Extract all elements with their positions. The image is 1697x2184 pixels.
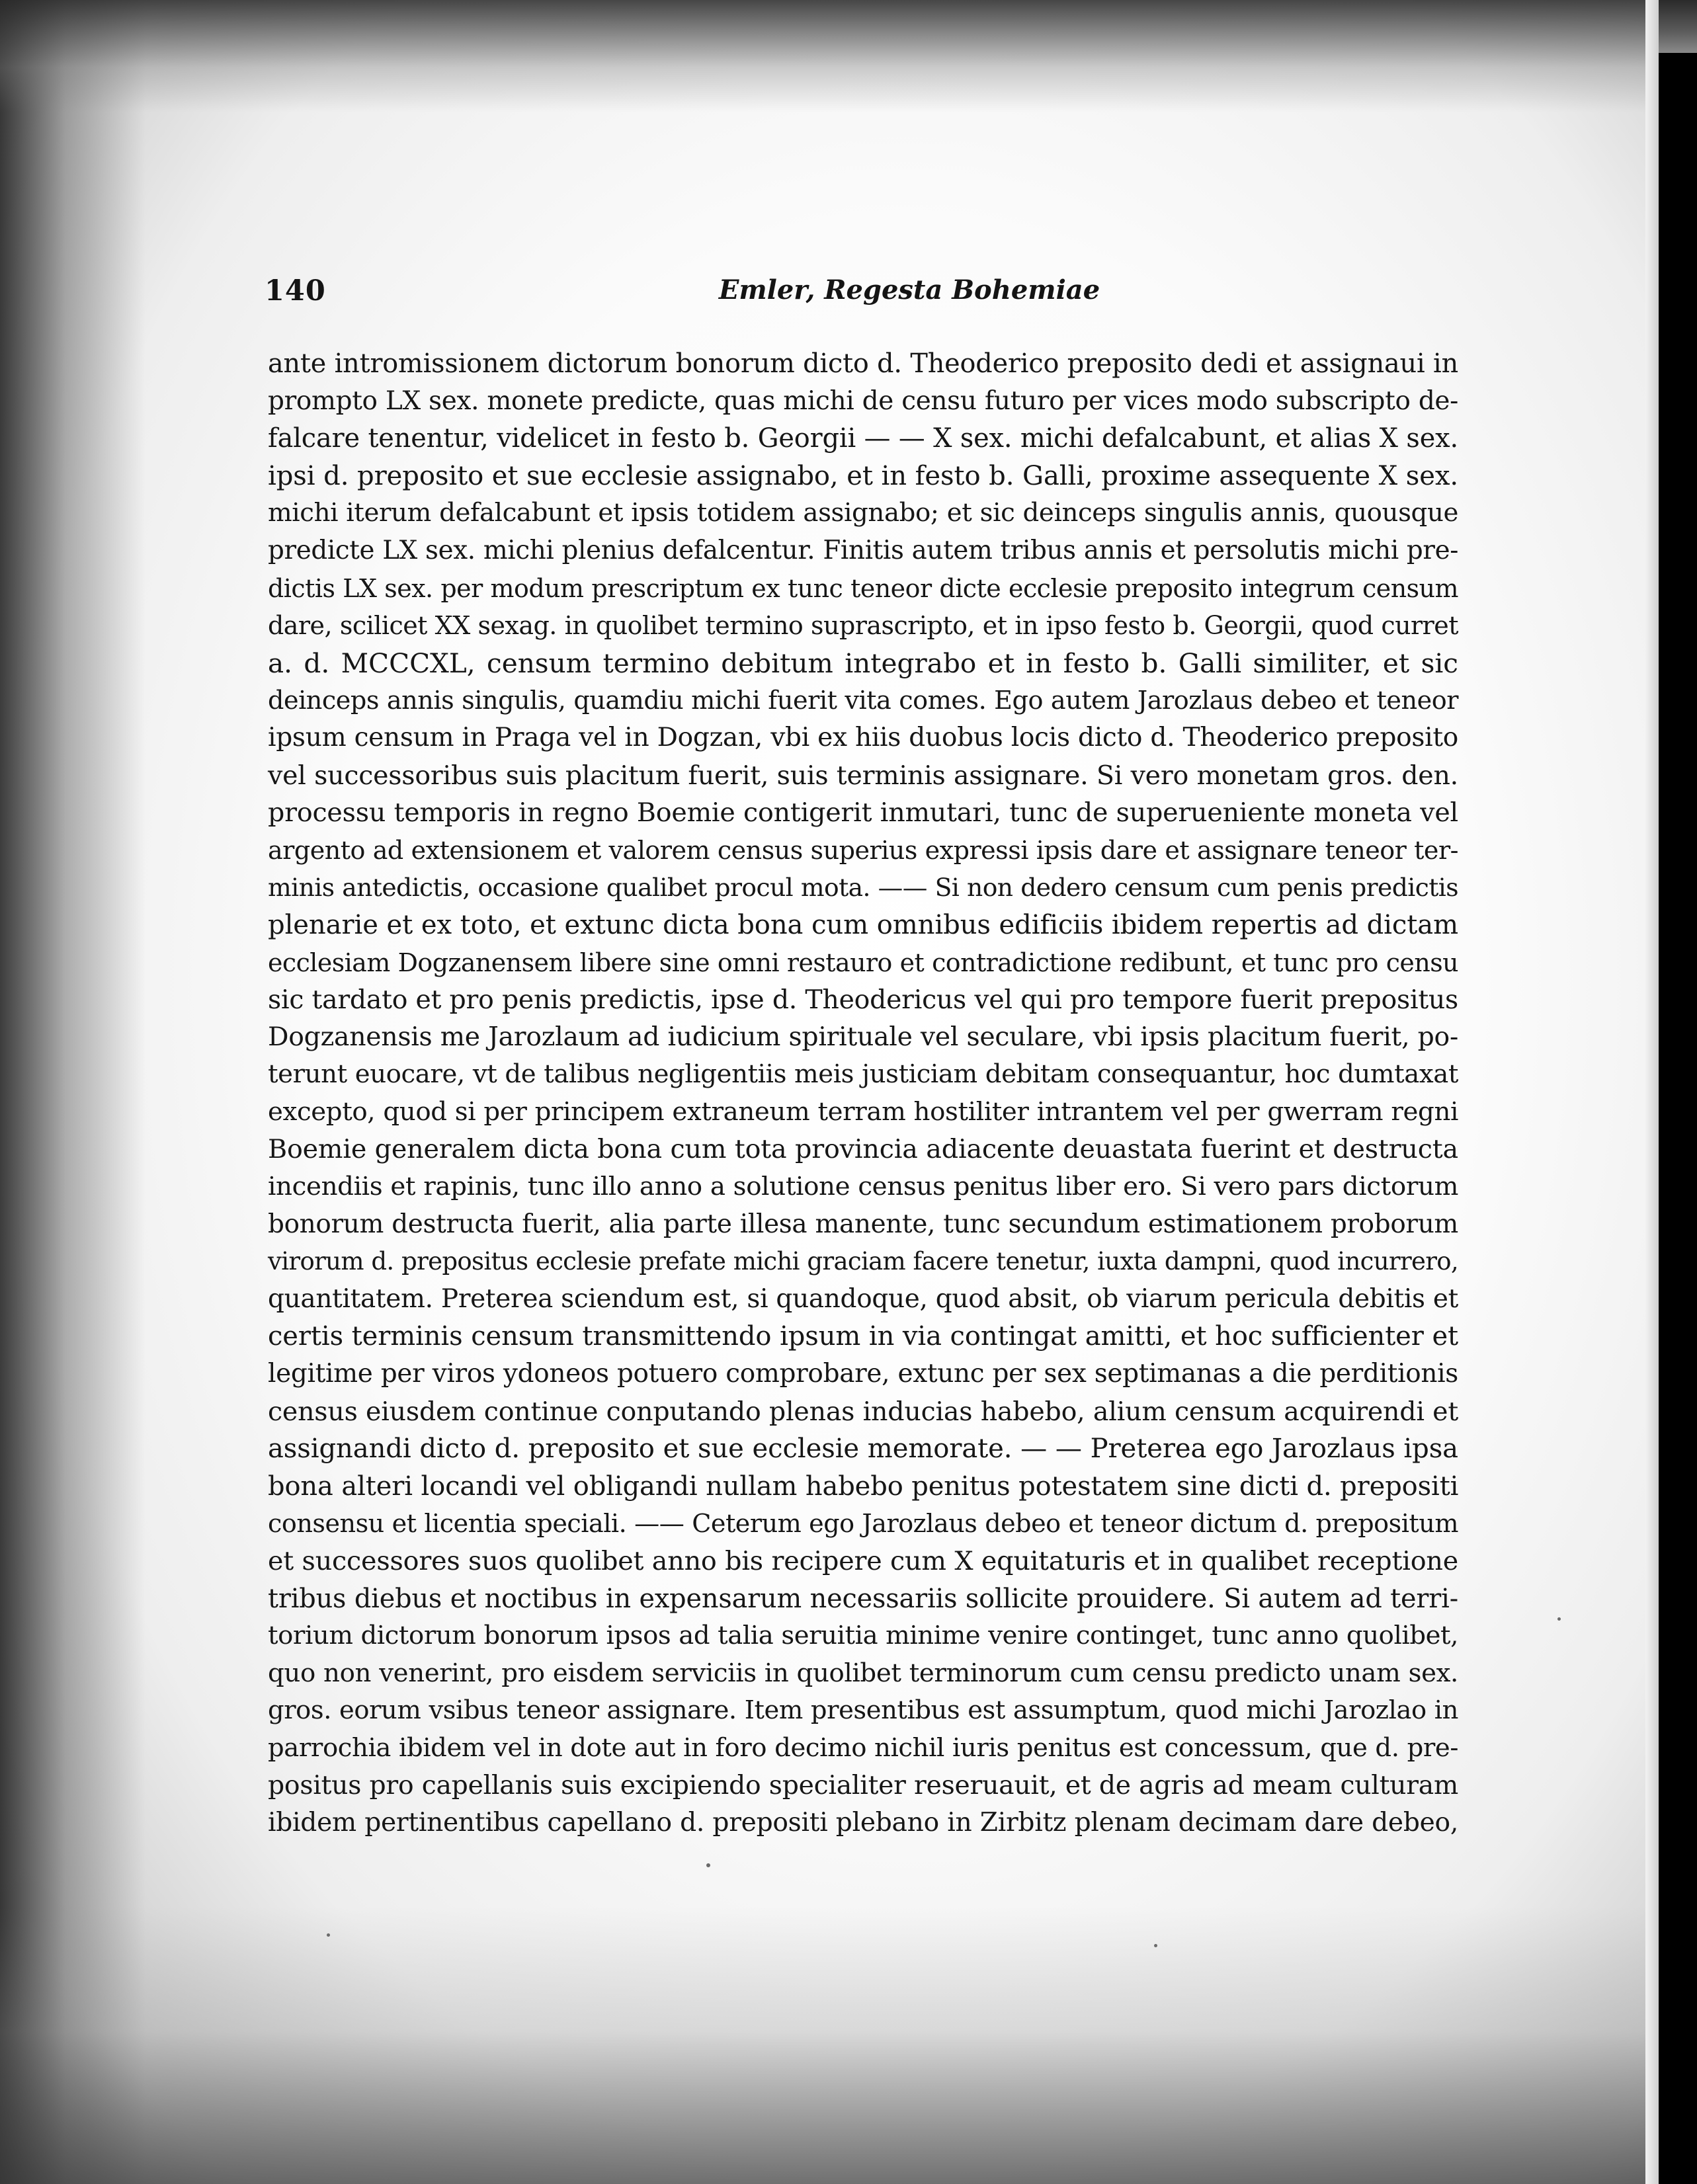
page-edge: [1645, 0, 1659, 2184]
text-line: bonorum destructa fuerit, alia parte illesa manente, tunc secundum estimationem proborum: [268, 1209, 1458, 1239]
paper-speck: [706, 1863, 710, 1867]
text-line: quo non venerint, pro eisdem serviciis in quolibet terminorum cum censu predicto unam sex.: [268, 1658, 1458, 1688]
paper-speck: [1154, 1944, 1157, 1947]
text-line: ante intromissionem dictorum bonorum dicto d. Theoderico preposito dedi et assignaui in: [268, 348, 1459, 379]
paper-speck: [1557, 1617, 1561, 1621]
text-line: argento ad extensionem et valorem census superius expressi ipsis dare et assignare teneor ter-: [268, 835, 1458, 865]
page-header: [265, 274, 1462, 314]
page-shadow: [0, 1906, 1645, 2184]
text-line: certis terminis censum transmittendo ipsum in via contingat amitti, et hoc sufficienter et: [268, 1321, 1458, 1352]
text-line: deinceps annis singulis, quamdiu michi fuerit vita comes. Ego autem Jarozlaus debeo et teneor: [268, 686, 1458, 715]
text-line: dictis LX sex. per modum prescriptum ex tunc teneor dicte ecclesie preposito integrum censum: [268, 573, 1458, 603]
page-number: 140: [265, 274, 326, 307]
body-text: [268, 345, 1458, 1842]
text-line: incendiis et rapinis, tunc illo anno a solutione census penitus liber ero. Si vero pars dictorum: [268, 1172, 1458, 1202]
text-line: legitime per viros ydoneos potuero comprobare, extunc per sex septimanas a die perditionis: [268, 1359, 1458, 1389]
text-line: predicte LX sex. michi plenius defalcentur. Finitis autem tribus annis et persolutis michi pre-: [268, 535, 1458, 565]
text-line: ipsi d. preposito et sue ecclesie assignabo, et in festo b. Galli, proxime assequente X sex.: [268, 460, 1459, 491]
text-line: ipsum censum in Praga vel in Dogzan, vbi ex hiis duobus locis dicto d. Theoderico preposito: [268, 722, 1458, 752]
text-line: quantitatem. Preterea sciendum est, si quandoque, quod absit, ob viarum pericula debitis et: [268, 1283, 1458, 1314]
text-line: ibidem pertinentibus capellano d. prepositi plebano in Zirbitz plenam decimam dare debeo,: [268, 1808, 1458, 1838]
text-line: michi iterum defalcabunt et ipsis totidem assignabo; et sic deinceps singulis annis, quousque: [268, 498, 1458, 528]
text-line: prompto LX sex. monete predicte, quas michi de censu futuro per vices modo subscripto de-: [268, 385, 1458, 416]
text-line: sic tardato et pro penis predictis, ipse d. Theodericus vel qui pro tempore fuerit prepositus: [268, 985, 1458, 1016]
text-line: terunt euocare, vt de talibus negligentiis meis justiciam debitam consequantur, hoc dumtaxat: [268, 1059, 1458, 1090]
text-line: torium dictorum bonorum ipsos ad talia seruitia minime venire continget, tunc anno quolibet,: [268, 1621, 1458, 1651]
text-line: Boemie generalem dicta bona cum tota provincia adiacente deuastata fuerint et destructa: [268, 1134, 1458, 1165]
text-line: processu temporis in regno Boemie contigerit inmutari, tunc de superueniente moneta vel: [268, 797, 1458, 829]
text-line: vel successoribus suis placitum fuerit, suis terminis assignare. Si vero monetam gros. den.: [268, 760, 1458, 791]
text-line: ecclesiam Dogzanensem libere sine omni restauro et contradictione redibunt, et tunc pro censu: [268, 948, 1458, 977]
text-line: census eiusdem continue conputando plenas inducias habebo, alium censum acquirendi et: [268, 1396, 1458, 1427]
text-line: gros. eorum vsibus teneor assignare. Item presentibus est assumptum, quod michi Jarozlao in: [268, 1695, 1458, 1726]
running-head: Emler, Regesta Bohemiae: [718, 274, 1100, 305]
text-line: parrochia ibidem vel in dote aut in foro decimo nichil iuris penitus est concessum, que d. pre-: [268, 1732, 1458, 1763]
text-line: plenarie et ex toto, et extunc dicta bona cum omnibus edificiis ibidem repertis ad dictam: [268, 909, 1458, 940]
text-line: consensu et licentia speciali. —— Ceterum ego Jarozlaus debeo et teneor dictum d. prepositum: [268, 1509, 1458, 1539]
text-line: falcare tenentur, videlicet in festo b. Georgii — — X sex. michi defalcabunt, et alias X sex.: [268, 423, 1458, 454]
text-line: dare, scilicet XX sexag. in quolibet termino suprascripto, et in ipso festo b. Georgii, quod curret: [268, 611, 1458, 641]
text-line: excepto, quod si per principem extraneum terram hostiliter intrantem vel per gwerram regni: [268, 1096, 1458, 1127]
text-line: positus pro capellanis suis excipiendo specialiter reseruauit, et de agris ad meam culturam: [268, 1770, 1458, 1800]
text-line: minis antedictis, occasione qualibet procul mota. —— Si non dedero censum cum penis predictis: [268, 873, 1458, 903]
text-line: Dogzanensis me Jarozlaum ad iudicium spirituale vel seculare, vbi ipsis placitum fuerit, po-: [268, 1022, 1458, 1052]
text-line: tribus diebus et noctibus in expensarum necessariis sollicite prouidere. Si autem ad terri-: [268, 1583, 1458, 1614]
paper-speck: [327, 1933, 330, 1937]
text-line: a. d. MCCCXL, censum termino debitum integrabo et in festo b. Galli similiter, et sic: [268, 647, 1458, 679]
text-line: bona alteri locandi vel obligandi nullam habebo penitus potestatem sine dicti d. prepositi: [268, 1471, 1459, 1502]
text-line: assignandi dicto d. preposito et sue ecclesie memorate. — — Preterea ego Jarozlaus ipsa: [268, 1434, 1458, 1465]
text-line: et successores suos quolibet anno bis recipere cum X equitaturis et in qualibet receptione: [268, 1546, 1458, 1576]
text-line: virorum d. prepositus ecclesie prefate michi graciam facere tenetur, iuxta dampni, quod incurrero,: [268, 1247, 1458, 1276]
